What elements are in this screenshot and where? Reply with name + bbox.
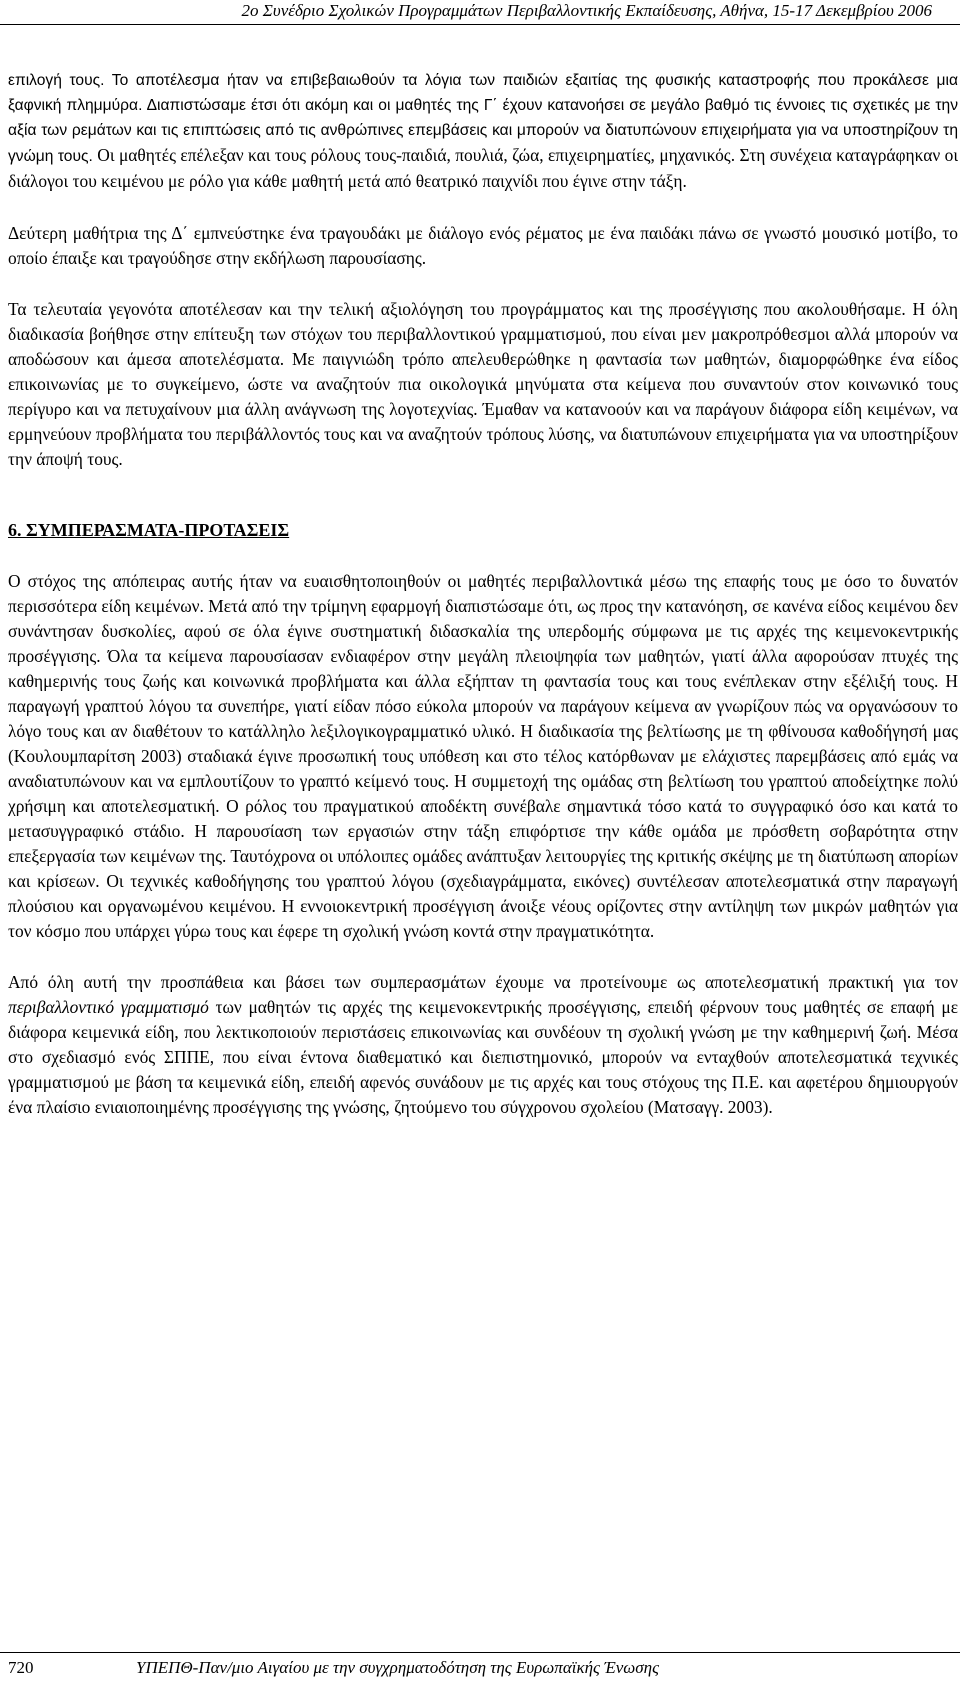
footer-rule xyxy=(0,1652,960,1653)
spacer xyxy=(8,472,958,518)
paragraph-song: Δεύτερη μαθήτρια της Δ΄ εμπνεύστηκε ένα τραγουδάκι με διάλογο ενός ρέματος με ένα παιδάκι πάνω σε γνωστό μουσικό μοτίβο, το οποίο έπαιξε και τραγούδησε στην εκδήλωση παρουσίασης. xyxy=(8,223,958,268)
paragraph-proposals-emphasis: περιβαλλοντικό γραμματισμό xyxy=(8,997,209,1017)
page-number: 720 xyxy=(8,1658,34,1677)
paragraph-evaluation: Τα τελευταία γεγονότα αποτέλεσαν και την τελική αξιολόγηση του προγράμματος και της προσέγγισης που ακολουθήσαμε. Η όλη διαδικασία βοήθησε στην επίτευξη των στόχων του περιβαλλοντικού γραμματισμού, που είναι μεν μακροπρόθεσμοι αλλά μπορούν να αποδώσουν και άμεσα αποτελέσματα. Με παιγνιώδη τρόπο απελευθερώθηκε η φαντασία των μαθητών, διαμορφώθηκε ένα είδος επικοινωνίας με το συγκείμενο, ώστε να αναζητούν πια οικολογικά μηνύματα στα κείμενα που συναντούν στον κοινωνικό τους περίγυρο και να πετυχαίνουν μια άλλη ανάγνωση της λογοτεχνίας. Έμαθαν να κατανοούν και να παράγουν διάφορα είδη κειμένων, να ερμηνεύουν προβλήματα του περιβάλλοντός τους και να αναζητούν τρόπους λύσης, να διατυπώνουν επιχειρήματα για να υποστηρίξουν την άποψή τους. xyxy=(8,299,958,469)
document-body xyxy=(8,68,958,1120)
header-rule xyxy=(0,24,960,25)
paragraph-intro xyxy=(8,68,958,195)
paragraph-conclusions: Ο στόχος της απόπειρας αυτής ήταν να ευαισθητοποιηθούν οι μαθητές περιβαλλοντικά μέσω της επαφής τους με όσο το δυνατόν περισσότερα είδη κειμένων. Μετά από την τρίμηνη εφαρμογή διαπιστώσαμε ότι, ως προς την κατανόηση, σε κανένα είδος κειμένου δεν συνάντησαν δυσκολίες, αφού σε όλα έγινε συστηματική διδασκαλία της υπερδομής σύμφωνα με τις αρχές της κειμενοκεντρικής προσέγγισης. Όλα τα κείμενα παρουσίασαν ενδιαφέρον στην μεγάλη πλειοψηφία των μαθητών, γιατί άλλα αφορούσαν πτυχές της καθημερινής τους ζωής και κοινωνικά προβλήματα και άλλα εξήπταν τη φαντασία τους και τους ενέπλεκαν στην εξέλιξή τους. Η παραγωγή γραπτού λόγου τα συνεπήρε, γιατί είδαν πόσο εύκολα μπορούν να παράγουν κείμενα αν γνωρίζουν πώς να οργανώσουν το λόγο τους και αν διαθέτουν το κατάλληλο λεξιλογικογραμματικό υλικό. Η διαδικασία της βελτίωσης με τη φθίνουσα καθοδήγησή μας (Κουλουμπαρίτση 2003) σταδιακά έγινε προσωπική τους υπόθεση και στο τέλος κατόρθωναν με ελάχιστες παρεμβάσεις από εμάς να αναδιατυπώνουν και να εμπλουτίζουν το γραπτό κείμενό τους. Η συμμετοχή της ομάδας στη βελτίωση του γραπτού αποδείχτηκε πολύ χρήσιμη και αποτελεσματική. Ο ρόλος του πραγματικού αποδέκτη συνέβαλε σημαντικά τόσο κατά το συγγραφικό όσο και κατά το μετασυγγραφικό στάδιο. Η παρουσίαση των εργασιών στην τάξη επιφόρτισε την κάθε ομάδα με πρόσθετη σοβαρότητα στην επεξεργασία των κειμένων της. Ταυτόχρονα οι υπόλοιπες ομάδες ανάπτυξαν λειτουργίες της κριτικής σκέψης με τη διατύπωση απορίων και κρίσεων. Οι τεχνικές καθοδήγησης του γραπτού λόγου (σχεδιαγράμματα, εικόνες) συντέλεσαν αποτελεσματικά στην παραγωγή πλούσιου και οργανωμένου κειμένου. Η εννοιοκεντρική προσέγγιση άνοιξε νέους ορίζοντες στην αντίληψη των μικρών μαθητών για τον κόσμο που υπάρχει γύρω τους και έφερε τη σχολική γνώση κοντά στην πραγματικότητα. xyxy=(8,571,958,941)
paragraph-intro-a: επιλογή τους. Το αποτέλεσμα ήταν να επιβεβαιωθούν τα λόγια των παιδιών εξαιτίας της φυσικής καταστροφής που προκάλεσε μια ξαφνική πλημμύρα. Διαπιστώσαμε έτσι ότι ακόμη και οι μαθητές της Γ΄ έχουν κατανοήσει σε μεγάλο βαθμό τις έννοιες τις σχετικές με την αξία των ρεμάτων και τις επιπτώσεις από τις ανθρώπινες επεμβάσεις και μπορούν να διατυπώνουν επιχειρήματα για να υποστηρίζουν τη γνώμη τους. xyxy=(8,72,958,165)
section-title: 6. ΣΥΜΠΕΡΑΣΜΑΤΑ-ΠΡΟΤΑΣΕΙΣ xyxy=(8,520,290,540)
paragraph-proposals-a: Από όλη αυτή την προσπάθεια και βάσει των συμπερασμάτων έχουμε να προτείνουμε ως αποτελεσματική πρακτική για τον xyxy=(8,972,958,992)
spacer xyxy=(8,543,958,569)
page-footer xyxy=(8,1655,960,1685)
spacer xyxy=(8,944,958,970)
running-header: 2ο Συνέδριο Σχολικών Προγραμμάτων Περιβαλλοντικής Εκπαίδευσης, Αθήνα, 15-17 Δεκεμβρίου 2006 xyxy=(241,1,932,20)
footer-text: ΥΠΕΠΘ-Παν/μιο Αιγαίου με την συγχρηματοδότηση της Ευρωπαϊκής Ένωσης xyxy=(136,1658,660,1677)
paragraph-proposals xyxy=(8,970,958,1120)
paragraph-intro-b: Οι μαθητές επέλεξαν και τους ρόλους τους-παιδιά, πουλιά, ζώα, επιχειρηματίες, μηχανικός. Στη συνέχεια καταγράφηκαν οι διάλογοι του κειμένου με ρόλο για κάθε μαθητή μετά από θεατρικό παιχνίδι που έγινε στην τάξη. xyxy=(8,145,959,191)
spacer xyxy=(8,195,958,221)
spacer xyxy=(8,271,958,297)
paragraph-proposals-b: των μαθητών τις αρχές της κειμενοκεντρικής προσέγγισης, επειδή φέρνουν τους μαθητές σε επαφή με διάφορα κειμενικά είδη, που λεκτικοποιούν περιστάσεις επικοινωνίας και συνδέουν τη σχολική γνώση με την καθημερινή ζωή. Μέσα στο σχεδιασμό ενός ΣΠΠΕ, που είναι έντονα διαθεματικό και διεπιστημονικό, μπορούν να ενταχθούν αποτελεσματικά τεχνικές γραμματισμού με βάση τα κειμενικά είδη, επειδή αφενός συνάδουν με τις αρχές και τους στόχους της Π.Ε. και αφετέρου δημιουργούν ένα πλαίσιο ενιαιοποιημένης προσέγγισης της γνώσης, ζητούμενο του σύγχρονου σχολείου (Ματσαγγ. 2003). xyxy=(8,997,958,1117)
